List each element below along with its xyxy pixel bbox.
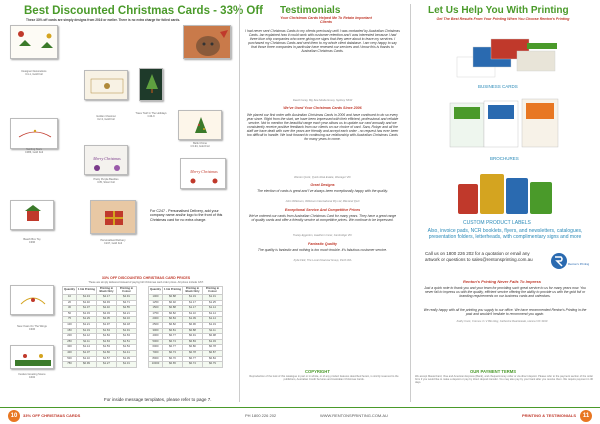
card-merry bbox=[180, 158, 226, 189]
price-cell: $1.57 bbox=[97, 356, 117, 362]
footer bbox=[0, 407, 600, 424]
price-cell: $1.10 bbox=[183, 311, 203, 317]
price-cell: $1.11 bbox=[203, 328, 223, 334]
price-cell: $0.70 bbox=[163, 356, 183, 362]
card-art bbox=[181, 159, 226, 189]
business-cards-image bbox=[455, 35, 565, 80]
price-cell: $0.96 bbox=[183, 322, 203, 328]
price-cell: 1750 bbox=[149, 311, 163, 317]
price-cell: $0.88 bbox=[163, 306, 183, 312]
price-cell: $1.53 bbox=[97, 345, 117, 351]
price-cell: $0.81 bbox=[163, 328, 183, 334]
price-cell: $1.31 bbox=[203, 295, 223, 301]
price-cell: $1.84 bbox=[97, 334, 117, 340]
t1-attr: David Carey, Big Sea Media Group, Sydney NSW bbox=[292, 99, 353, 102]
price-cell: $0.87 bbox=[203, 350, 223, 356]
price-cell: 500 bbox=[63, 356, 77, 362]
table-title: 33% OFF DISCOUNTED CHRISTMAS CARD PRICES bbox=[101, 276, 191, 280]
logo-text: Renton's Printing bbox=[568, 262, 590, 266]
brochures-label: BROCHURES bbox=[490, 156, 519, 161]
price-cell: $1.41 bbox=[117, 350, 137, 356]
footer-right-text: PRINTING & TESTIMONIALS bbox=[522, 413, 576, 418]
price-cell: 75 bbox=[63, 317, 77, 323]
price-cell: $1.43 bbox=[77, 295, 97, 301]
price-cell: $1.19 bbox=[77, 328, 97, 334]
price-cell: $1.31 bbox=[117, 362, 137, 368]
payment-body: We accept MasterCard, Visa and American Express (Bank), and cheque/money order or via direct deposit. Please refer to the payment section of the order form if you would like to make a deposit or pay by direct deposit transfer. You may also pay by your bank after you receive them. We require payment in 30 days. bbox=[415, 375, 593, 385]
card-art bbox=[85, 146, 128, 175]
price-cell: $1.03 bbox=[203, 339, 223, 345]
t5-heading: Fantastic Quality bbox=[308, 242, 337, 246]
price-cell: 3000 bbox=[149, 328, 163, 334]
price-row bbox=[63, 362, 137, 368]
price-header-row bbox=[149, 287, 223, 295]
t5-body: The quality is fantastic and nothing is too much trouble. It's fabulous customer service. bbox=[257, 248, 388, 252]
price-header-row bbox=[63, 287, 137, 295]
price-cell: $2.18 bbox=[117, 322, 137, 328]
left-page-number: 10 bbox=[8, 410, 20, 422]
right-page-number: 11 bbox=[580, 410, 592, 422]
price-cell: $1.19 bbox=[203, 322, 223, 328]
price-cell: $2.71 bbox=[117, 300, 137, 306]
price-cell: $1.63 bbox=[117, 334, 137, 340]
card-caption: Swirling Stars C386, Gold Foil bbox=[24, 148, 44, 155]
t4-body: We've ordered our cards from Australian Christmas Card for many years. They have a great range of quality cards and offer a friendly service at competitive prices. We continue to be impressed. bbox=[248, 214, 397, 222]
price-cell: $0.82 bbox=[163, 322, 183, 328]
price-cell: $1.19 bbox=[183, 295, 203, 301]
price-cell: $1.39 bbox=[117, 356, 137, 362]
t2-attr: Warren Quick, Quick Real Estate, Warragul VIC bbox=[294, 176, 351, 179]
card-swirling-stars bbox=[10, 118, 58, 149]
rpr-body1: Just a quick note to thank you and your team for providing such great service to us for many years now. You never fail to impress us with the quality, efficient service offering the ability to provide us with the gold foil or branding requirements on our business cards and calendars. bbox=[424, 286, 586, 299]
price-cell: $0.77 bbox=[163, 345, 183, 351]
card-art bbox=[179, 111, 222, 140]
card-greeting: Merry Christmas bbox=[190, 169, 218, 174]
price-cell: 4000 bbox=[149, 334, 163, 340]
price-cell: $0.91 bbox=[183, 334, 203, 340]
price-cell: $0.78 bbox=[203, 345, 223, 351]
price-row bbox=[149, 362, 223, 368]
price-cell: $0.88 bbox=[163, 295, 183, 301]
price-cell: $1.25 bbox=[203, 300, 223, 306]
price-cell: 10000 bbox=[149, 362, 163, 368]
price-cell: $1.14 bbox=[203, 306, 223, 312]
price-header-cell: Printing in Colour bbox=[117, 287, 137, 295]
card-new-years bbox=[10, 285, 54, 315]
price-cell: $0.65 bbox=[163, 362, 183, 368]
price-cell: $1.17 bbox=[183, 300, 203, 306]
price-cell: 8000 bbox=[149, 356, 163, 362]
price-header-cell: Quantity bbox=[63, 287, 77, 295]
card-art bbox=[85, 71, 128, 100]
price-cell: $2.55 bbox=[117, 306, 137, 312]
price-cell: $2.16 bbox=[117, 317, 137, 323]
price-cell: $1.11 bbox=[77, 339, 97, 345]
card-caption: Personalised Delivery C247, Gold Foil bbox=[100, 239, 126, 246]
price-cell: $2.03 bbox=[97, 311, 117, 317]
footer-left-text: 33% OFF CHRISTMAS CARDS bbox=[23, 413, 81, 418]
price-cell: $0.74 bbox=[163, 339, 183, 345]
price-header-cell: 1 Ink Printing bbox=[163, 287, 183, 295]
price-cell: 10 bbox=[63, 295, 77, 301]
t3-attr: John Wilkinson, Wilkinson International Pty Ltd, Mile End QLD bbox=[285, 200, 360, 203]
price-cell: $1.14 bbox=[203, 311, 223, 317]
payment-heading: OUR PAYMENT TERMS bbox=[470, 369, 517, 374]
price-cell: 1500 bbox=[149, 306, 163, 312]
t4-attr: Tracey Eggerton, Hawthorn Inner, Cambridge VIC bbox=[292, 234, 353, 237]
card-cat bbox=[183, 25, 231, 59]
custom-label-label: CUSTOM PRODUCT LABELS bbox=[463, 220, 531, 226]
t5-attr: Kylie Flett, The Local Financial Group, Perth WA bbox=[293, 259, 352, 262]
custom-note: For C247 - Personalised Delivery, add your company name and/or logo to the front of this Christmas card for no extra charge. bbox=[150, 209, 223, 222]
price-cell: $0.82 bbox=[163, 311, 183, 317]
card-beach-box bbox=[10, 200, 54, 230]
copyright-body: Reproduction of the look of this catalogue in part or in whole, or of any product features described herein, is strictly reserved to the publishers, Australian Credit Services and Australian Christmas Cards. bbox=[249, 375, 399, 382]
price-cell: 2500 bbox=[149, 322, 163, 328]
left-title: Best Discounted Christmas Cards - 33% Off bbox=[24, 5, 264, 17]
price-cell: $1.97 bbox=[97, 322, 117, 328]
price-cell: $0.80 bbox=[183, 345, 203, 351]
price-cell: $0.77 bbox=[163, 334, 183, 340]
brochures-image bbox=[442, 93, 567, 153]
price-cell: $0.77 bbox=[183, 356, 203, 362]
card-designer-decorations bbox=[10, 25, 58, 59]
labels-image bbox=[450, 164, 560, 219]
t1-body: I had never sent Christmas Cards to my clients previously until I was contacted by Australian Christmas Cards. Ian explained how it could work with customer retention and I was interested because I had three blue chip companies who were giving me signs that they were about to leave my services. I purchased my Christmas Cards and sent them to my whole client database. I am very happy to say that those three companies in particular have renewed our services and I know this is thanks to Australian Christmas Cards. bbox=[245, 29, 400, 53]
price-cell: $0.88 bbox=[183, 328, 203, 334]
card-art bbox=[184, 26, 231, 59]
price-cell: $0.74 bbox=[183, 362, 203, 368]
price-cell: $1.27 bbox=[97, 362, 117, 368]
price-cell: 50 bbox=[63, 311, 77, 317]
call-text: Call us on 1800 226 202 for a quotation or email any artwork or questions to sales@rentonsprinting.com.au bbox=[425, 251, 533, 262]
price-header-cell: 1 Ink Printing bbox=[77, 287, 97, 295]
price-cell: 7000 bbox=[149, 350, 163, 356]
price-cell: $1.10 bbox=[77, 356, 97, 362]
price-table-left bbox=[62, 286, 137, 368]
card-golden-chestnut bbox=[84, 70, 128, 100]
page-divider bbox=[239, 4, 240, 402]
card-trees-twirl bbox=[139, 68, 163, 101]
t3-heading: Great Designs bbox=[310, 183, 335, 187]
price-cell: 300 bbox=[63, 345, 77, 351]
price-cell: $1.14 bbox=[203, 317, 223, 323]
price-cell: $2.40 bbox=[97, 306, 117, 312]
rpr-attr: Kathy Cook, Cremos 3 / 2 Bits Reg, Catherine Real Estate, Hanna VIC 3910 bbox=[456, 320, 548, 323]
price-cell: $1.63 bbox=[97, 328, 117, 334]
left-subtitle: These 33% off cards are simply designs from 2016 or earlier. There is no extra charge for foiled cards. bbox=[26, 18, 181, 22]
card-caption: Beach Box Toy C396 bbox=[23, 238, 41, 245]
services-text: Also, invoice pads, NCR booklets, flyers, and newsletters, catalogues, presentation folders, letterheads, with complimentary signs and more bbox=[427, 228, 583, 240]
card-caption: Golden Chestnut C2-3, Gold Foil bbox=[96, 115, 116, 122]
t2-body: We placed our first order with Australian Christmas Cards in 2006 and have continued to do so every year since. Right from the start, we have been impressed with their efficient, professional and reliable service. Not to mention the beautiful range each year allows us to update our card annually and we consistently receive positive feedback from our clients on our choice of card. Sara, Robyn and all the staff we have dealt with over the years are friendly and accept each order - no request has ever been too difficult to handle. We look forward to continuing our relationship with Australian Christmas Cards for many years to come. bbox=[246, 113, 399, 141]
price-header-cell: Printing in Black Only bbox=[97, 287, 117, 295]
printing-subtitle: Get The Best Results From Your Printing When You Choose Renton's Printing bbox=[436, 17, 570, 21]
price-cell: $1.07 bbox=[77, 350, 97, 356]
price-cell: $1.33 bbox=[77, 311, 97, 317]
price-cell: $2.05 bbox=[97, 317, 117, 323]
price-cell: $1.51 bbox=[117, 339, 137, 345]
copyright-heading: COPYRIGHT bbox=[305, 369, 330, 374]
testimonials-title: Testimonials bbox=[280, 5, 341, 16]
table-subtitle: These are simply delivered instead of paying full Christmas card order prices. All prices include GST. bbox=[88, 281, 204, 284]
footer-website[interactable]: WWW.RENTONSPRINTING.COM.AU bbox=[320, 413, 388, 418]
table-footer: For inside message templates, please refer to page 7. bbox=[104, 397, 212, 402]
business-cards-label: BUSINESS CARDS bbox=[478, 84, 518, 89]
t3-body: The election of cards is great and I've always been exceptionally happy with the quality. bbox=[257, 189, 388, 193]
price-header-cell: Quantity bbox=[149, 287, 163, 295]
t4-heading: Exceptional Service And Competitive Prices bbox=[284, 208, 361, 212]
t2-heading: We've Used Your Christmas Cards Since 2006 bbox=[283, 106, 362, 110]
price-cell: 400 bbox=[63, 350, 77, 356]
price-cell: $0.83 bbox=[183, 339, 203, 345]
card-caption: New Years On The Wings C306 bbox=[17, 325, 47, 332]
card-bells-chime bbox=[178, 110, 222, 140]
card-caption: Pretty Purple Baubles C35, Silver Foil bbox=[93, 178, 119, 185]
printing-title: Let Us Help You With Printing bbox=[428, 5, 569, 16]
price-cell: 20 bbox=[63, 300, 77, 306]
price-cell: $1.54 bbox=[117, 345, 137, 351]
price-cell: $0.84 bbox=[163, 317, 183, 323]
price-cell: $1.12 bbox=[77, 334, 97, 340]
price-cell: $1.09 bbox=[183, 317, 203, 323]
price-cell: 750 bbox=[63, 362, 77, 368]
price-cell: 30 bbox=[63, 306, 77, 312]
price-cell: $1.40 bbox=[77, 300, 97, 306]
card-caption: Trees Twirl In The Holidays C43-9 bbox=[135, 112, 167, 119]
price-cell: 200 bbox=[63, 334, 77, 340]
card-personalised-delivery bbox=[90, 200, 136, 234]
card-art bbox=[11, 346, 54, 369]
t1-heading: Your Christmas Cards Helped Me To Retain Important Clients bbox=[280, 16, 372, 24]
price-table-right bbox=[148, 286, 223, 368]
card-art bbox=[11, 201, 54, 230]
price-cell: $0.92 bbox=[163, 300, 183, 306]
price-cell: $0.84 bbox=[203, 356, 223, 362]
price-cell: 2000 bbox=[149, 317, 163, 323]
price-cell: $0.73 bbox=[163, 350, 183, 356]
footer-phone: PH 1800 226 202 bbox=[245, 413, 277, 418]
rentons-logo-icon bbox=[549, 250, 589, 272]
card-festive-scene bbox=[10, 345, 54, 369]
card-art bbox=[91, 201, 136, 234]
price-cell: $0.99 bbox=[77, 362, 97, 368]
price-cell: 1250 bbox=[149, 300, 163, 306]
price-cell: $2.21 bbox=[117, 311, 137, 317]
price-cell: $2.91 bbox=[117, 295, 137, 301]
card-greeting: Merry Christmas bbox=[93, 156, 121, 161]
card-art bbox=[11, 286, 54, 315]
card-caption: Designer Decorations C4-1, Gold Foil bbox=[21, 70, 47, 77]
price-cell: 150 bbox=[63, 328, 77, 334]
price-cell: $1.14 bbox=[77, 345, 97, 351]
price-cell: $1.63 bbox=[97, 339, 117, 345]
price-cell: $2.93 bbox=[97, 300, 117, 306]
card-caption: Festive Greeting Scene C402 bbox=[18, 373, 46, 380]
price-cell: 6000 bbox=[149, 345, 163, 351]
price-cell: $0.79 bbox=[203, 362, 223, 368]
column-divider bbox=[410, 4, 411, 402]
price-header-cell: Printing in Colour bbox=[203, 287, 223, 295]
price-cell: $1.17 bbox=[183, 306, 203, 312]
price-cell: $1.37 bbox=[77, 306, 97, 312]
card-purple-baubles bbox=[84, 145, 128, 175]
price-cell: $1.91 bbox=[117, 328, 137, 334]
price-cell: $1.29 bbox=[77, 317, 97, 323]
price-cell: $1.66 bbox=[97, 350, 117, 356]
rpr-heading: Renton's Printing Never Fails To Impress bbox=[463, 279, 541, 284]
price-cell: $2.17 bbox=[97, 295, 117, 301]
price-cell: $0.78 bbox=[183, 350, 203, 356]
card-art bbox=[11, 119, 58, 149]
rentons-logo bbox=[549, 250, 589, 272]
price-cell: $1.21 bbox=[77, 322, 97, 328]
rpr-body2: We really happy with all the printing you supply to our office. We have recommended Renton's Printing in the past and wouldn't hesitate to recommend you again. bbox=[423, 308, 587, 317]
card-art bbox=[140, 69, 163, 101]
price-header-cell: Printing in Black Only bbox=[183, 287, 203, 295]
price-cell: 250 bbox=[63, 339, 77, 345]
price-cell: 1000 bbox=[149, 295, 163, 301]
price-cell: $0.98 bbox=[203, 334, 223, 340]
card-art bbox=[11, 26, 58, 59]
price-cell: 5000 bbox=[149, 339, 163, 345]
card-caption: Bells Chime C3-94, Gold Foil bbox=[190, 142, 210, 149]
price-cell: 100 bbox=[63, 322, 77, 328]
